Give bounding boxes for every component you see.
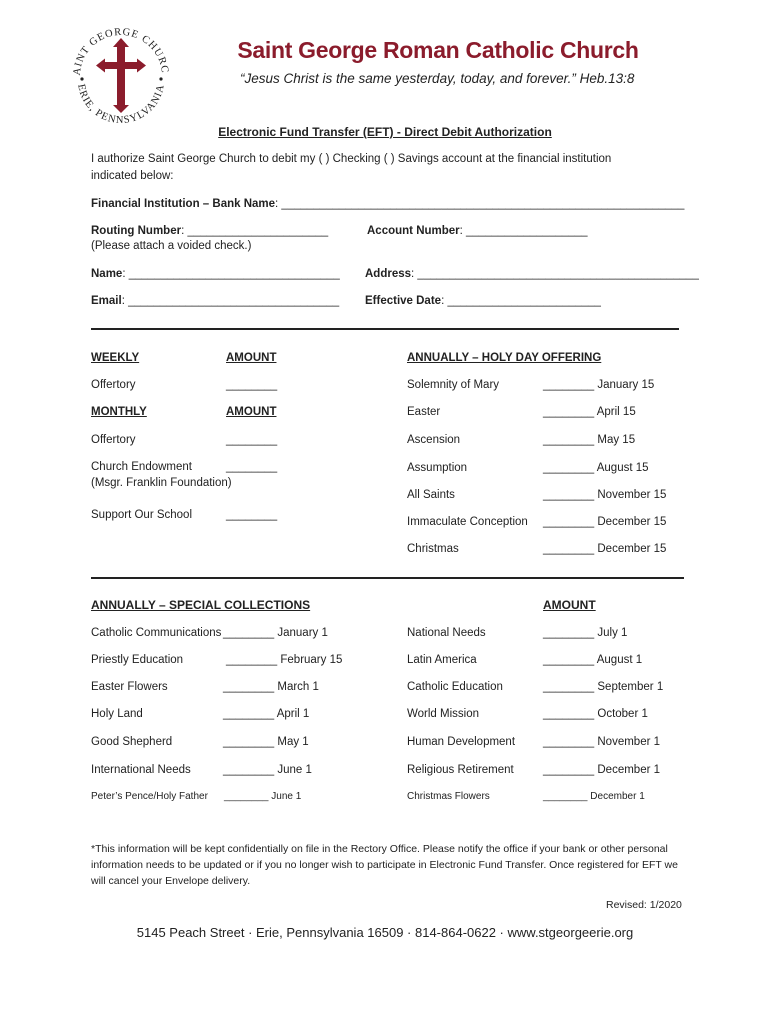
collection-blank: ________ — [223, 708, 275, 720]
routing-number-blank: : ______________________ — [181, 225, 329, 237]
collection-entry[interactable] — [543, 654, 642, 666]
support-school-blank[interactable]: ________ — [226, 509, 278, 521]
holy-day-name: Solemnity of Mary — [407, 379, 500, 391]
effective-date-blank: : ________________________ — [441, 295, 601, 307]
collection-entry[interactable] — [223, 681, 319, 693]
endowment-sublabel: (Msgr. Franklin Foundation) — [91, 477, 232, 489]
collection-entry[interactable] — [224, 791, 301, 802]
collection-date: July 1 — [597, 627, 628, 639]
holy-day-blank: ________ — [543, 543, 595, 555]
holy-day-date: April 15 — [596, 406, 636, 418]
collection-date: June 1 — [271, 791, 302, 802]
collection-blank: ________ — [223, 764, 275, 776]
revised-date: Revised: 1/2020 — [606, 899, 682, 911]
svg-text:SAINT GEORGE CHURCH: AINT GEORGE CHURC — [71, 26, 171, 76]
routing-number-field[interactable] — [91, 225, 328, 237]
holy-day-date: May 15 — [597, 434, 636, 446]
holy-day-name: Easter — [407, 406, 441, 418]
account-number-field[interactable] — [367, 225, 588, 237]
collection-date: November 1 — [597, 736, 661, 748]
offertory-label: Offertory — [91, 379, 136, 391]
holy-day-header: ANNUALLY – HOLY DAY OFFERING — [407, 352, 602, 364]
svg-text:ERIE, PENNSYLVANIA: ERIE, PENNSYLVANIA — [75, 83, 167, 127]
collection-name: National Needs — [407, 627, 486, 639]
weekly-header: WEEKLY — [91, 352, 140, 364]
endowment-blank[interactable]: ________ — [226, 461, 278, 473]
collection-blank: ________ — [223, 681, 275, 693]
name-field[interactable] — [91, 268, 340, 280]
holy-day-name: Christmas — [407, 543, 459, 555]
holy-day-blank: ________ — [543, 406, 595, 418]
holy-day-blank: ________ — [543, 462, 595, 474]
holy-day-name: Ascension — [407, 434, 461, 446]
collection-date: January 1 — [277, 627, 328, 639]
collection-date: August 1 — [596, 654, 643, 666]
cross-seal-icon — [66, 18, 176, 128]
holy-day-entry[interactable] — [543, 462, 649, 474]
bank-name-field[interactable] — [91, 198, 684, 210]
holy-day-name: All Saints — [407, 489, 455, 501]
amount-header: AMOUNT — [226, 352, 277, 364]
collection-name: Catholic Communications — [91, 627, 222, 639]
collection-name: Peter’s Pence/Holy Father — [91, 791, 208, 802]
section-divider — [91, 577, 684, 579]
intro-text-cont: indicated below: — [91, 170, 174, 182]
effective-date-field[interactable] — [365, 295, 601, 307]
bank-name-blank: : _______________________________________________________________ — [275, 198, 685, 210]
church-title: Saint George Roman Catholic Church — [237, 37, 639, 63]
collection-name: Religious Retirement — [407, 764, 514, 776]
collection-blank: ________ — [224, 791, 269, 802]
section-divider — [91, 328, 679, 330]
church-address: 5145 Peach Street · Erie, Pennsylvania 16509 · 814-864-0622 · www.stgeorgeerie.org — [136, 925, 634, 940]
collection-entry[interactable] — [543, 708, 648, 720]
collection-entry[interactable] — [543, 764, 660, 776]
endowment-label: Church Endowment — [91, 461, 192, 473]
holy-day-date: December 15 — [597, 543, 667, 555]
email-field[interactable] — [91, 295, 339, 307]
collection-entry[interactable] — [223, 764, 312, 776]
holy-day-date: November 15 — [597, 489, 667, 501]
amount-header-monthly: AMOUNT — [226, 406, 277, 418]
holy-day-entry[interactable] — [543, 516, 666, 528]
collection-blank: ________ — [543, 708, 595, 720]
collection-entry[interactable] — [223, 736, 309, 748]
collection-date: September 1 — [597, 681, 664, 693]
collection-blank: ________ — [223, 736, 275, 748]
collection-name: World Mission — [407, 708, 479, 720]
scripture-quote: “Jesus Christ is the same yesterday, today, and forever.” Heb.13:8 — [240, 71, 635, 86]
address-label: Address — [365, 268, 412, 280]
holy-day-blank: ________ — [543, 379, 595, 391]
email-blank: : _________________________________ — [121, 295, 340, 307]
collection-entry[interactable] — [543, 681, 663, 693]
name-label: Name — [91, 268, 123, 280]
email-label: Email — [91, 295, 122, 307]
holy-day-date: December 15 — [597, 516, 667, 528]
holy-day-date: January 15 — [597, 379, 655, 391]
collection-date: December 1 — [597, 764, 661, 776]
holy-day-entry[interactable] — [543, 489, 666, 501]
collection-name: Easter Flowers — [91, 681, 168, 693]
intro-text: I authorize Saint George Church to debit my ( ) Checking ( ) Savings account at the financial institution — [91, 153, 612, 165]
holy-day-entry[interactable] — [543, 379, 654, 391]
support-school-label: Support Our School — [91, 509, 193, 521]
holy-day-blank: ________ — [543, 489, 595, 501]
collection-name: Good Shepherd — [91, 736, 173, 748]
form-heading: Electronic Fund Transfer (EFT) - Direct Debit Authorization — [218, 125, 552, 139]
address-blank: : ____________________________________________ — [411, 268, 699, 280]
collection-date: February 15 — [280, 654, 343, 666]
holy-day-date: August 15 — [596, 462, 649, 474]
holy-day-entry[interactable] — [543, 406, 636, 418]
holy-day-name: Assumption — [407, 462, 468, 474]
special-collections-header: ANNUALLY – SPECIAL COLLECTIONS — [91, 598, 311, 612]
offertory-weekly-blank[interactable]: ________ — [226, 379, 278, 391]
collection-date: October 1 — [597, 708, 648, 720]
collection-entry[interactable] — [223, 708, 309, 720]
account-number-label: Account Number — [367, 225, 460, 237]
collection-date: May 1 — [277, 736, 309, 748]
account-number-blank: : ___________________ — [459, 225, 588, 237]
church-seal — [66, 18, 176, 128]
collection-entry[interactable] — [543, 736, 660, 748]
collection-name: International Needs — [91, 764, 191, 776]
routing-number-label: Routing Number — [91, 225, 182, 237]
collection-name: Priestly Education — [91, 654, 184, 666]
collection-date: June 1 — [277, 764, 312, 776]
collection-blank: ________ — [223, 627, 275, 639]
collection-blank: ________ — [543, 736, 595, 748]
collection-entry[interactable] — [226, 654, 342, 666]
holy-day-blank: ________ — [543, 434, 595, 446]
routing-note: (Please attach a voided check.) — [91, 240, 252, 252]
collection-name: Human Development — [407, 736, 516, 748]
special-amount-header: AMOUNT — [543, 598, 596, 612]
collection-date: April 1 — [276, 708, 310, 720]
holy-day-entry[interactable] — [543, 543, 666, 555]
address-field[interactable] — [365, 268, 699, 280]
collection-blank: ________ — [543, 654, 595, 666]
holy-day-blank: ________ — [543, 516, 595, 528]
collection-blank: ________ — [543, 791, 588, 802]
collection-name: Holy Land — [91, 708, 143, 720]
collection-entry[interactable] — [223, 627, 328, 639]
collection-entry[interactable] — [543, 791, 645, 802]
collection-name: Christmas Flowers — [407, 791, 490, 802]
collection-name: Catholic Education — [407, 681, 503, 693]
collection-blank: ________ — [226, 654, 278, 666]
collection-blank: ________ — [543, 627, 595, 639]
effective-date-label: Effective Date — [365, 295, 442, 307]
collection-entry[interactable] — [543, 627, 627, 639]
collection-name: Latin America — [407, 654, 477, 666]
holy-day-name: Immaculate Conception — [407, 516, 528, 528]
name-blank: : _________________________________ — [122, 268, 340, 280]
bank-name-label: Financial Institution – Bank Name — [91, 198, 276, 210]
collection-date: December 1 — [590, 791, 645, 802]
offertory-monthly-label: Offertory — [91, 434, 136, 446]
collection-blank: ________ — [543, 764, 595, 776]
offertory-monthly-blank[interactable]: ________ — [226, 434, 278, 446]
monthly-header: MONTHLY — [91, 406, 147, 418]
holy-day-entry[interactable] — [543, 434, 635, 446]
collection-blank: ________ — [543, 681, 595, 693]
collection-date: March 1 — [277, 681, 319, 693]
confidentiality-note: *This information will be kept confidentially on file in the Rectory Office. Please notify the office if your bank or other personal information needs to be updated or if you no longer wish to participate in Electronic Fund Transfer. Once registered for EFT we will cancel your Envelope delivery. — [91, 843, 678, 887]
